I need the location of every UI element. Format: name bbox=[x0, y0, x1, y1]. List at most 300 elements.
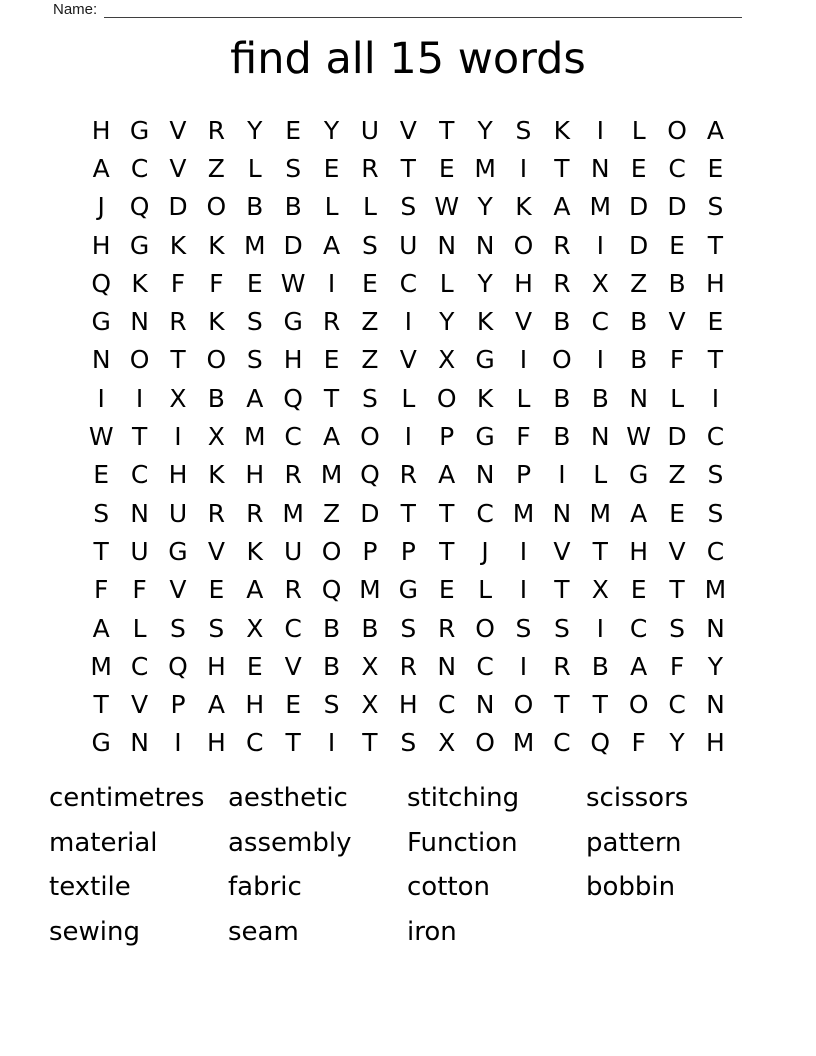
grid-cell: S bbox=[707, 460, 724, 490]
grid-cell: P bbox=[170, 690, 186, 720]
grid-cell: T bbox=[362, 728, 378, 758]
grid-cell: D bbox=[168, 192, 188, 222]
grid-cell: C bbox=[130, 153, 149, 183]
grid-cell: I bbox=[519, 153, 528, 183]
grid-cell: E bbox=[707, 153, 724, 183]
grid-cell: I bbox=[327, 728, 336, 758]
grid-cell: O bbox=[628, 690, 649, 720]
grid-cell: Q bbox=[321, 575, 342, 605]
grid-cell: X bbox=[361, 651, 379, 681]
grid-cell: O bbox=[436, 383, 457, 413]
grid-cell: C bbox=[668, 153, 686, 183]
grid-cell: V bbox=[399, 115, 417, 145]
grid-cell: N bbox=[130, 498, 149, 528]
grid-cell: L bbox=[132, 613, 147, 643]
grid-cell: S bbox=[515, 115, 532, 145]
grid-cell: O bbox=[321, 536, 342, 566]
grid-cell: R bbox=[553, 230, 571, 260]
grid-cell: G bbox=[91, 307, 111, 337]
grid-cell: L bbox=[478, 575, 493, 605]
grid-cell: R bbox=[399, 651, 417, 681]
grid-cell: S bbox=[323, 690, 340, 720]
grid-cell: I bbox=[711, 383, 720, 413]
grid-cell: E bbox=[93, 460, 110, 490]
grid-cell: L bbox=[247, 153, 262, 183]
grid-cell: N bbox=[475, 230, 495, 260]
grid-cell: N bbox=[437, 230, 457, 260]
grid-cell: A bbox=[322, 230, 341, 260]
word-list-item: sewing bbox=[49, 917, 141, 948]
grid-cell: Z bbox=[668, 460, 686, 490]
grid-cell: S bbox=[707, 192, 724, 222]
grid-cell: V bbox=[668, 536, 686, 566]
grid-cell: N bbox=[91, 345, 111, 375]
grid-cell: V bbox=[131, 690, 149, 720]
grid-cell: M bbox=[320, 460, 343, 490]
grid-cell: U bbox=[283, 536, 303, 566]
grid-cell: L bbox=[516, 383, 531, 413]
grid-cell: C bbox=[284, 422, 302, 452]
grid-cell: M bbox=[359, 575, 381, 605]
grid-cell: U bbox=[130, 536, 149, 566]
grid-cell: C bbox=[284, 613, 302, 643]
grid-cell: I bbox=[596, 230, 604, 260]
grid-cell: E bbox=[285, 690, 302, 720]
grid-cell: T bbox=[400, 498, 416, 528]
grid-cell: T bbox=[93, 536, 109, 566]
grid-cell: J bbox=[481, 536, 489, 566]
grid-cell: T bbox=[554, 575, 570, 605]
grid-cell: C bbox=[476, 651, 494, 681]
word-list-item: centimetres bbox=[49, 783, 205, 814]
grid-cell: O bbox=[206, 345, 227, 375]
grid-cell: G bbox=[168, 536, 188, 566]
grid-cell: Y bbox=[439, 307, 455, 337]
grid-cell: C bbox=[130, 651, 149, 681]
grid-cell: Q bbox=[360, 460, 380, 490]
grid-cell: N bbox=[475, 460, 495, 490]
grid-cell: I bbox=[519, 536, 528, 566]
grid-cell: K bbox=[208, 230, 225, 260]
word-list bbox=[49, 776, 767, 954]
grid-cell: Q bbox=[283, 383, 303, 413]
grid-cell: C bbox=[591, 307, 609, 337]
grid-cell: G bbox=[398, 575, 418, 605]
grid-cell: D bbox=[360, 498, 380, 528]
grid-cell: S bbox=[93, 498, 110, 528]
grid-cell: H bbox=[706, 728, 725, 758]
grid-cell: I bbox=[174, 422, 182, 452]
grid-cell: R bbox=[553, 268, 571, 298]
page-title: find all 15 words bbox=[230, 34, 586, 84]
grid-cell: U bbox=[360, 115, 380, 145]
grid-cell: Y bbox=[477, 115, 493, 145]
grid-cell: X bbox=[438, 728, 456, 758]
grid-cell: R bbox=[207, 498, 226, 528]
grid-cell: T bbox=[400, 153, 416, 183]
grid-cell: T bbox=[131, 422, 148, 452]
grid-cell: T bbox=[554, 153, 570, 183]
grid-cell: F bbox=[132, 575, 147, 605]
word-list-item: material bbox=[49, 827, 158, 858]
grid-cell: G bbox=[475, 345, 495, 375]
grid-cell: D bbox=[629, 192, 649, 222]
grid-cell: H bbox=[91, 115, 111, 145]
grid-cell: G bbox=[283, 307, 303, 337]
grid-cell: T bbox=[93, 690, 109, 720]
grid-cell: L bbox=[439, 268, 454, 298]
grid-cell: I bbox=[596, 115, 604, 145]
grid-cell: R bbox=[438, 613, 456, 643]
grid-cell: Z bbox=[630, 268, 648, 298]
grid-cell: H bbox=[706, 268, 725, 298]
grid-cell: C bbox=[553, 728, 571, 758]
grid-cell: S bbox=[246, 345, 263, 375]
grid-cell: T bbox=[592, 536, 608, 566]
grid-cell: B bbox=[246, 192, 264, 222]
grid-cell: C bbox=[130, 460, 149, 490]
grid-cell: I bbox=[519, 345, 528, 375]
grid-cell: S bbox=[669, 613, 685, 643]
grid-cell: H bbox=[398, 690, 418, 720]
grid-cell: D bbox=[667, 422, 687, 452]
grid-cell: B bbox=[322, 613, 341, 643]
grid-cell: G bbox=[129, 230, 150, 260]
grid-cell: F bbox=[669, 345, 685, 375]
grid-cell: B bbox=[553, 307, 571, 337]
grid-cell: N bbox=[706, 613, 725, 643]
grid-cell: A bbox=[630, 651, 648, 681]
grid-cell: E bbox=[208, 575, 225, 605]
grid-cell: V bbox=[169, 115, 187, 145]
grid-cell: A bbox=[322, 422, 341, 452]
grid-cell: S bbox=[400, 192, 417, 222]
grid-cell: D bbox=[667, 192, 687, 222]
grid-cell: B bbox=[553, 422, 571, 452]
grid-cell: E bbox=[246, 268, 263, 298]
grid-cell: I bbox=[519, 651, 528, 681]
grid-cell: L bbox=[401, 383, 416, 413]
grid-cell: C bbox=[399, 268, 418, 298]
grid-cell: A bbox=[246, 383, 264, 413]
grid-cell: X bbox=[361, 690, 379, 720]
grid-cell: N bbox=[552, 498, 572, 528]
grid-cell: K bbox=[476, 307, 494, 337]
grid-cell: G bbox=[628, 460, 649, 490]
grid-cell: K bbox=[246, 536, 263, 566]
grid-cell: L bbox=[324, 192, 339, 222]
grid-cell: I bbox=[596, 613, 604, 643]
grid-cell: C bbox=[668, 690, 686, 720]
grid-cell: T bbox=[170, 345, 186, 375]
grid-cell: B bbox=[322, 651, 341, 681]
grid-cell: Z bbox=[207, 153, 225, 183]
grid-cell: K bbox=[553, 115, 571, 145]
grid-cell: A bbox=[706, 115, 724, 145]
grid-cell: F bbox=[669, 651, 685, 681]
grid-cell: I bbox=[135, 383, 144, 413]
grid-cell: E bbox=[630, 575, 647, 605]
grid-cell: K bbox=[515, 192, 532, 222]
grid-cell: L bbox=[670, 383, 685, 413]
grid-cell: S bbox=[285, 153, 302, 183]
grid-cell: G bbox=[475, 422, 495, 452]
grid-cell: S bbox=[553, 613, 570, 643]
grid-cell: S bbox=[170, 613, 186, 643]
grid-cell: E bbox=[438, 153, 455, 183]
grid-cell: I bbox=[404, 422, 412, 452]
grid-cell: B bbox=[668, 268, 686, 298]
grid-cell: V bbox=[553, 536, 571, 566]
grid-cell: X bbox=[169, 383, 187, 413]
grid-cell: X bbox=[207, 422, 225, 452]
grid-cell: M bbox=[589, 498, 612, 528]
grid-cell: F bbox=[209, 268, 224, 298]
grid-cell: K bbox=[208, 307, 225, 337]
grid-cell: R bbox=[169, 307, 187, 337]
grid-cell: R bbox=[246, 498, 264, 528]
grid-cell: B bbox=[591, 383, 609, 413]
grid-cell: I bbox=[327, 268, 336, 298]
grid-cell: N bbox=[590, 422, 610, 452]
grid-cell: B bbox=[591, 651, 609, 681]
grid-cell: K bbox=[208, 460, 225, 490]
grid-cell: E bbox=[707, 307, 724, 337]
grid-cell: A bbox=[92, 153, 110, 183]
grid-cell: M bbox=[704, 575, 727, 605]
grid-cell: B bbox=[630, 345, 648, 375]
grid-cell: M bbox=[282, 498, 304, 528]
grid-cell: B bbox=[284, 192, 302, 222]
grid-cell: H bbox=[168, 460, 188, 490]
grid-cell: T bbox=[439, 536, 455, 566]
word-list-item: cotton bbox=[407, 872, 490, 903]
grid-cell: O bbox=[129, 345, 150, 375]
grid-cell: P bbox=[400, 536, 416, 566]
grid-cell: W bbox=[88, 422, 114, 452]
grid-cell: S bbox=[400, 728, 417, 758]
grid-cell: U bbox=[399, 230, 418, 260]
grid-cell: H bbox=[206, 728, 226, 758]
grid-cell: L bbox=[362, 192, 377, 222]
grid-cell: S bbox=[515, 613, 532, 643]
grid-cell: H bbox=[91, 230, 111, 260]
grid-cell: A bbox=[207, 690, 225, 720]
grid-cell: Q bbox=[129, 192, 150, 222]
grid-cell: N bbox=[590, 153, 610, 183]
name-entry-line bbox=[104, 2, 742, 18]
grid-cell: I bbox=[519, 575, 528, 605]
grid-cell: V bbox=[668, 307, 686, 337]
grid-cell: G bbox=[91, 728, 111, 758]
grid-cell: G bbox=[129, 115, 150, 145]
grid-cell: T bbox=[707, 345, 724, 375]
grid-cell: Y bbox=[477, 192, 493, 222]
grid-cell: W bbox=[434, 192, 460, 222]
grid-cell: T bbox=[285, 728, 301, 758]
grid-cell: I bbox=[558, 460, 566, 490]
grid-cell: X bbox=[591, 268, 609, 298]
grid-cell: T bbox=[707, 230, 724, 260]
grid-cell: R bbox=[553, 651, 571, 681]
grid-cell: K bbox=[169, 230, 187, 260]
word-list-item: stitching bbox=[407, 783, 520, 814]
grid-cell: H bbox=[206, 651, 226, 681]
grid-cell: D bbox=[629, 230, 649, 260]
grid-cell: M bbox=[243, 230, 266, 260]
grid-cell: F bbox=[516, 422, 531, 452]
grid-cell: C bbox=[476, 498, 494, 528]
grid-cell: A bbox=[438, 460, 456, 490]
grid-cell: I bbox=[174, 728, 182, 758]
grid-cell: F bbox=[631, 728, 646, 758]
grid-cell: C bbox=[706, 422, 725, 452]
grid-cell: N bbox=[130, 728, 149, 758]
grid-cell: C bbox=[706, 536, 725, 566]
grid-cell: N bbox=[629, 383, 649, 413]
word-list-item: aesthetic bbox=[228, 783, 348, 814]
word-list-item: iron bbox=[407, 917, 457, 948]
grid-cell: O bbox=[513, 690, 534, 720]
grid-cell: V bbox=[169, 575, 187, 605]
grid-cell: Y bbox=[669, 728, 685, 758]
grid-cell: I bbox=[97, 383, 105, 413]
grid-cell: Q bbox=[590, 728, 611, 758]
grid-cell: F bbox=[170, 268, 186, 298]
grid-cell: E bbox=[362, 268, 378, 298]
grid-cell: R bbox=[284, 460, 302, 490]
grid-cell: N bbox=[475, 690, 495, 720]
grid-cell: T bbox=[554, 690, 570, 720]
grid-cell: Y bbox=[247, 115, 263, 145]
grid-cell: Q bbox=[91, 268, 112, 298]
grid-cell: Q bbox=[168, 651, 188, 681]
grid-cell: E bbox=[323, 345, 340, 375]
grid-cell: Z bbox=[322, 498, 341, 528]
word-list-item: Function bbox=[407, 827, 518, 858]
grid-cell: T bbox=[439, 498, 455, 528]
word-list-item: fabric bbox=[228, 872, 302, 903]
grid-cell: E bbox=[285, 115, 302, 145]
grid-cell: T bbox=[669, 575, 685, 605]
grid-cell: Z bbox=[361, 307, 379, 337]
grid-cell: E bbox=[669, 498, 685, 528]
grid-cell: V bbox=[169, 153, 187, 183]
grid-cell: E bbox=[630, 153, 647, 183]
name-label: Name: bbox=[53, 1, 98, 18]
grid-cell: T bbox=[439, 115, 455, 145]
grid-cell: L bbox=[593, 460, 608, 490]
grid-cell: D bbox=[283, 230, 303, 260]
grid-cell: R bbox=[284, 575, 302, 605]
word-list-item: textile bbox=[49, 872, 131, 903]
grid-cell: S bbox=[400, 613, 417, 643]
grid-cell: C bbox=[246, 728, 264, 758]
grid-cell: R bbox=[361, 153, 379, 183]
grid-cell: M bbox=[90, 651, 112, 681]
grid-cell: Y bbox=[323, 115, 340, 145]
grid-cell: M bbox=[512, 728, 535, 758]
grid-cell: T bbox=[592, 690, 608, 720]
grid-cell: V bbox=[284, 651, 302, 681]
grid-cell: N bbox=[130, 307, 149, 337]
grid-cell: W bbox=[626, 422, 652, 452]
grid-cell: E bbox=[246, 651, 263, 681]
grid-cell: S bbox=[361, 383, 378, 413]
grid-cell: Y bbox=[477, 268, 493, 298]
grid-cell: P bbox=[362, 536, 378, 566]
grid-cell: C bbox=[629, 613, 648, 643]
word-list-item: scissors bbox=[586, 783, 689, 814]
grid-cell: X bbox=[438, 345, 456, 375]
grid-cell: A bbox=[246, 575, 264, 605]
grid-cell: E bbox=[323, 153, 340, 183]
grid-cell: N bbox=[706, 690, 725, 720]
grid-cell: S bbox=[246, 307, 263, 337]
grid-cell: K bbox=[476, 383, 494, 413]
grid-cell: C bbox=[437, 690, 456, 720]
grid-cell: A bbox=[553, 192, 571, 222]
grid-cell: O bbox=[513, 230, 534, 260]
word-search-grid bbox=[82, 111, 735, 762]
grid-cell: S bbox=[707, 498, 724, 528]
name-row bbox=[53, 1, 742, 18]
grid-cell: O bbox=[552, 345, 572, 375]
grid-cell: R bbox=[207, 115, 226, 145]
grid-cell: E bbox=[438, 575, 455, 605]
grid-cell: V bbox=[514, 307, 533, 337]
word-list-item: pattern bbox=[586, 827, 682, 858]
grid-cell: O bbox=[475, 728, 495, 758]
grid-cell: I bbox=[404, 307, 412, 337]
grid-cell: F bbox=[94, 575, 109, 605]
word-list-item: bobbin bbox=[586, 872, 676, 903]
grid-cell: J bbox=[97, 192, 105, 222]
grid-cell: M bbox=[474, 153, 496, 183]
grid-cell: H bbox=[245, 460, 265, 490]
grid-cell: R bbox=[322, 307, 341, 337]
grid-cell: O bbox=[667, 115, 687, 145]
grid-cell: A bbox=[92, 613, 110, 643]
grid-cell: P bbox=[439, 422, 455, 452]
grid-cell: X bbox=[591, 575, 609, 605]
grid-cell: U bbox=[168, 498, 188, 528]
grid-cell: M bbox=[589, 192, 612, 222]
grid-cell: H bbox=[629, 536, 649, 566]
grid-cell: L bbox=[631, 115, 646, 145]
grid-cell: M bbox=[243, 422, 266, 452]
grid-cell: Y bbox=[707, 651, 724, 681]
grid-cell: B bbox=[553, 383, 571, 413]
word-list-item: assembly bbox=[228, 827, 352, 858]
grid-cell: H bbox=[514, 268, 533, 298]
grid-cell: O bbox=[360, 422, 380, 452]
grid-cell: W bbox=[280, 268, 306, 298]
grid-cell: V bbox=[399, 345, 417, 375]
grid-cell: R bbox=[399, 460, 417, 490]
grid-cell: Z bbox=[361, 345, 379, 375]
grid-cell: O bbox=[475, 613, 495, 643]
word-list-item: seam bbox=[228, 917, 299, 948]
grid-cell: M bbox=[512, 498, 535, 528]
grid-cell: S bbox=[208, 613, 225, 643]
grid-cell: N bbox=[437, 651, 457, 681]
grid-cell: A bbox=[630, 498, 648, 528]
grid-cell: V bbox=[207, 536, 225, 566]
grid-cell: S bbox=[361, 230, 378, 260]
grid-cell: T bbox=[323, 383, 340, 413]
grid-cell: X bbox=[246, 613, 264, 643]
